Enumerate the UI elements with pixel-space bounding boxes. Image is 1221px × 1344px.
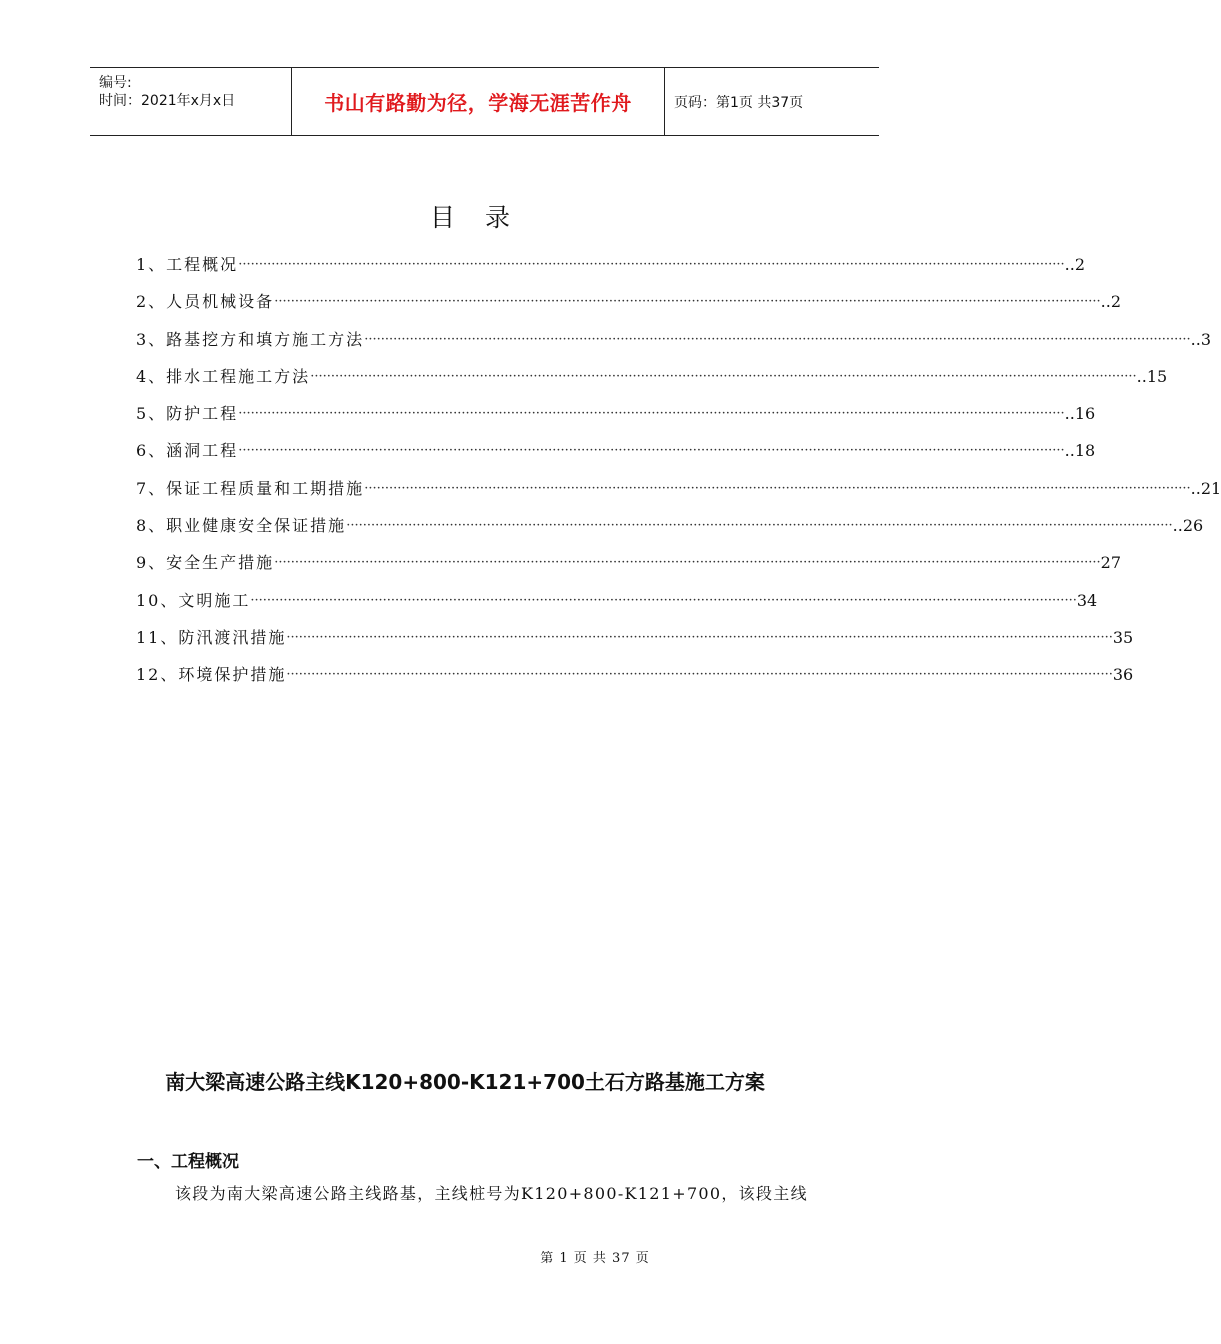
header-motto-cell	[292, 68, 665, 135]
page-info: 页码：第1页 共37页	[674, 94, 804, 111]
toc-leader-dots: ········································································································································································································	[274, 555, 1101, 571]
header-table	[90, 67, 879, 136]
toc-item-label: 8、职业健康安全保证措施	[136, 516, 347, 536]
toc-item-page: ..15	[1136, 366, 1168, 386]
toc-item-page: ..2	[1064, 255, 1086, 274]
toc-item-page: 36	[1112, 665, 1134, 685]
toc-item-page: ..18	[1064, 441, 1096, 461]
toc-item[interactable]	[136, 327, 1212, 364]
toc-item[interactable]	[136, 252, 1086, 289]
toc-item-label: 3、路基挖方和填方施工方法	[136, 329, 365, 349]
toc-item-label: 12、环境保护措施	[136, 665, 287, 685]
toc-item[interactable]	[136, 513, 1204, 550]
toc-leader-dots: ········································································································································································································	[238, 257, 1065, 272]
number-label: 编号:	[99, 75, 132, 91]
toc-item-label: 4、排水工程施工方法	[136, 366, 311, 386]
toc-leader-dots: ········································································································································································································	[286, 667, 1113, 683]
toc-item-page: ..26	[1172, 516, 1204, 536]
toc-item-label: 1、工程概况	[136, 255, 239, 274]
toc-item-label: 7、保证工程质量和工期措施	[136, 478, 365, 498]
toc-item-page: 35	[1112, 627, 1134, 647]
section-heading: 一、工程概况	[137, 1152, 239, 1172]
toc-title: 目录	[429, 203, 540, 232]
toc-item-page: 34	[1076, 590, 1098, 610]
toc-item-page: ..2	[1100, 292, 1122, 312]
toc-item-label: 9、安全生产措施	[136, 553, 275, 573]
toc-item[interactable]	[136, 476, 1221, 513]
toc-item-page: 27	[1100, 553, 1122, 573]
toc-item[interactable]	[136, 625, 1134, 662]
toc-leader-dots: ········································································································································································································	[238, 406, 1065, 422]
time-label: 时间：2021年x月x日	[99, 93, 236, 109]
document-title: 南大梁高速公路主线K120+800-K121+700土石方路基施工方案	[165, 1070, 765, 1094]
body-paragraph: 该段为南大梁高速公路主线路基，主线桩号为K120+800-K121+700，该段主线	[175, 1184, 808, 1203]
toc-item-label: 11、防汛渡汛措施	[136, 627, 287, 647]
toc-item[interactable]	[136, 364, 1168, 401]
toc-item-label: 10、文明施工	[136, 590, 251, 610]
header-meta-cell	[90, 68, 292, 135]
toc-leader-dots: ········································································································································································································	[364, 331, 1191, 347]
toc-item[interactable]	[136, 289, 1122, 326]
toc-item-label: 5、防护工程	[136, 404, 239, 424]
page-footer: 第 1 页 共 37 页	[540, 1251, 650, 1266]
toc-item[interactable]	[136, 588, 1098, 625]
toc-leader-dots: ········································································································································································································	[274, 294, 1101, 310]
toc-item[interactable]	[136, 438, 1096, 475]
toc-item-page: ..21	[1190, 478, 1221, 498]
toc-item-page: ..16	[1064, 404, 1096, 424]
header-page-cell	[665, 68, 879, 135]
toc-item-page: ..3	[1190, 329, 1212, 349]
toc-leader-dots: ········································································································································································································	[310, 368, 1137, 384]
toc-leader-dots: ········································································································································································································	[364, 480, 1191, 496]
toc-leader-dots: ········································································································································································································	[286, 629, 1113, 645]
motto-text: 书山有路勤为径，学海无涯苦作舟	[324, 91, 632, 115]
toc-leader-dots: ········································································································································································································	[238, 443, 1065, 459]
table-of-contents	[136, 252, 1221, 700]
toc-item-label: 6、涵洞工程	[136, 441, 239, 461]
toc-item-label: 2、人员机械设备	[136, 292, 275, 312]
toc-item[interactable]	[136, 662, 1134, 699]
toc-leader-dots: ········································································································································································································	[250, 592, 1077, 608]
toc-item[interactable]	[136, 401, 1096, 438]
toc-leader-dots: ········································································································································································································	[346, 518, 1173, 534]
toc-item[interactable]	[136, 550, 1122, 587]
